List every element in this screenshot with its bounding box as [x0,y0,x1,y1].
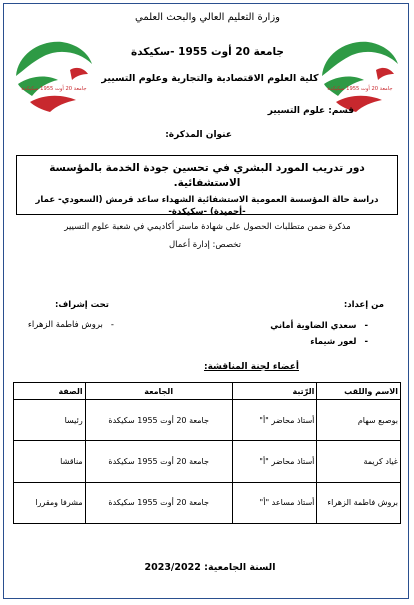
student-name: -سعدي الضاوية أماني [270,321,368,331]
student-name: -لعور شيماء [310,337,368,347]
svg-text:جامعة 20 أوت 1955 سكيكدة: جامعة 20 أوت 1955 سكيكدة [327,86,393,92]
table-row [14,441,401,482]
thesis-title-box [16,155,398,215]
table-header-row [14,383,401,400]
member-role: مشرفا ومقررا [14,482,86,523]
header-university: الجامعة [85,383,232,400]
member-role: مناقشا [14,441,86,482]
memo-title-label: عنوان المذكرة: [165,130,232,140]
ministry-name: وزارة التعليم العالي والبحث العلمي [135,12,280,23]
thesis-title: دور تدريب المورد البشري في تحسين جودة الخدمة بالمؤسسة الاستشفائية. [49,162,365,189]
member-name: بروش فاطمة الزهراء [317,482,401,523]
university-logo-left [10,36,96,114]
specialization: تخصص: إدارة أعمال [168,240,242,250]
member-rank: أستاذ محاضر "أ" [232,441,317,482]
committee-table [13,382,401,524]
member-rank: أستاذ محاضر "أ" [232,400,317,441]
member-university: جامعة 20 أوت 1955 سكيكدة [85,400,232,441]
faculty-name: كلية العلوم الاقتصادية والتجارية وعلوم التسيير [101,73,319,84]
member-name: بوصبع سهام [317,400,401,441]
member-rank: أستاذ مساعد "أ" [232,482,317,523]
table-row [14,482,401,523]
member-role: رئيسا [14,400,86,441]
prepared-by-label: من إعداد: [343,300,384,310]
table-row [14,400,401,441]
member-university: جامعة 20 أوت 1955 سكيكدة [85,482,232,523]
member-name: غياد كريمة [317,441,401,482]
header-role: الصفة [14,383,86,400]
academic-year: السنة الجامعية: 2023/2022 [144,562,276,573]
member-university: جامعة 20 أوت 1955 سكيكدة [85,441,232,482]
supervisor-name: -بروش فاطمة الزهراء [27,320,114,330]
committee-label: أعضاء لجنة المناقشة: [203,362,299,372]
case-study-subtitle: دراسة حالة المؤسسة العمومية الاستشفائية الشهداء ساعد قرمش (السعودي- عمار -أحميدة) -سكيكدة- [35,195,379,217]
university-name: جامعة 20 أوت 1955 -سكيكدة [131,46,284,58]
thesis-purpose: مذكرة ضمن متطلبات الحصول على شهادة ماستر أكاديمي في شعبة علوم التسيير [64,222,351,232]
header-rank: الرّتبة [232,383,317,400]
header-name: الاسم واللقب [317,383,401,400]
svg-text:جامعة 20 أوت 1955 سكيكدة: جامعة 20 أوت 1955 سكيكدة [21,86,87,92]
supervisor-label: تحت إشراف: [54,300,109,310]
department-name: قسم: علوم التسيير [267,106,354,116]
